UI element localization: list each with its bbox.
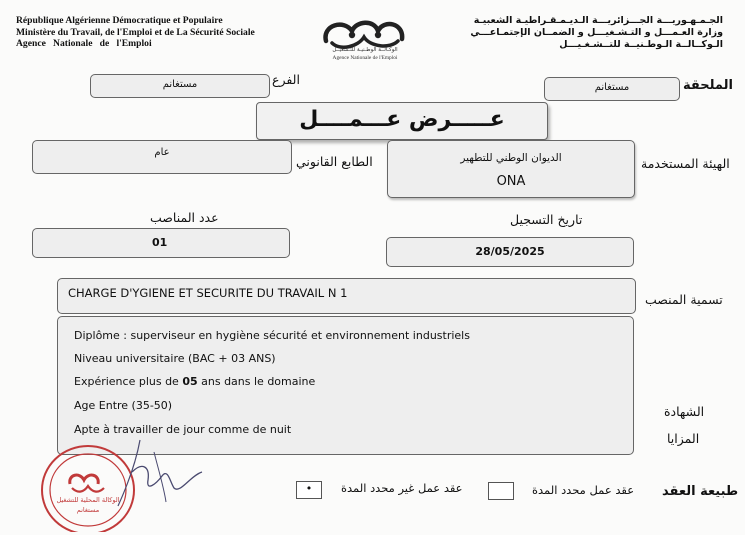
advantages-label: المزايا <box>667 431 700 446</box>
annex-box <box>544 77 680 101</box>
job-title-box <box>57 278 636 314</box>
header-arabic <box>470 15 723 51</box>
employer-box <box>387 140 635 198</box>
contract-fixed-label: عقد عمل محدد المدة <box>532 483 635 497</box>
stamp-text-top: الوكالة المحلية للتشغيل <box>56 496 120 504</box>
header-french <box>16 15 255 50</box>
diploma-label: الشهادة <box>664 404 705 419</box>
contract-label: طبيعة العقد <box>662 484 739 499</box>
job-title-value: CHARGE D'YGIENE ET SECURITE DU TRAVAIL N 1 <box>68 286 348 300</box>
positions-value: 01 <box>152 236 168 249</box>
legal-status-value: عام <box>154 147 170 158</box>
annex-label: الملحقة <box>683 78 733 93</box>
handwritten-signature <box>110 432 220 512</box>
positions-label: عدد المناصب <box>150 210 219 225</box>
annex-value: مستغانم <box>594 82 630 93</box>
contract-indefinite-mark: • <box>305 482 313 495</box>
req-experience <box>74 375 315 388</box>
req-experience-pre: Expérience plus de <box>74 375 183 388</box>
header-fr-line1: République Algérienne Démocratique et Populaire <box>16 15 223 26</box>
date-box <box>386 237 634 267</box>
contract-indefinite-label: عقد عمل غير محدد المدة <box>341 481 463 495</box>
employer-value-fr: ONA <box>496 174 526 189</box>
header-ar-line2: وزارة العـمـــل و التـشـغيـــل و الضمــان الإجتمـاعـــي <box>470 27 723 38</box>
employer-label: الهيئة المستخدمة <box>641 156 730 171</box>
logo-caption-fr: Agence Nationale de l'Emploi <box>332 55 398 61</box>
contract-fixed-checkbox[interactable] <box>488 482 514 500</box>
req-age: Age Entre (35-50) <box>74 399 173 412</box>
legal-status-label: الطابع القانوني <box>296 154 373 169</box>
req-level: Niveau universitaire (BAC + 03 ANS) <box>74 352 276 365</box>
req-diploma: Diplôme : superviseur en hygiène sécurité et environnement industriels <box>74 329 470 342</box>
req-experience-years: 05 <box>182 375 198 388</box>
header-ar-line3: الـوكــالــة الـوطـنيــة للتــشـغـيـــل <box>559 39 723 50</box>
branch-value: مستغانم <box>162 79 198 90</box>
header-fr-line2: Ministère du Travail, de l'Emploi et de La Sécurité Sociale <box>16 26 255 38</box>
date-label: تاريخ التسجيل <box>510 212 583 227</box>
job-title-label: تسمية المنصب <box>645 292 723 307</box>
header-ar-line1: الجـمـهـوريـــة الجـــزائريـــة الـديـمـقـراطيـة الشعبيـة <box>473 15 723 26</box>
branch-box <box>90 74 270 98</box>
form-title: عـــــرض عـــمــــل <box>299 107 505 132</box>
positions-box <box>32 228 290 258</box>
contract-indefinite-checkbox[interactable] <box>296 481 322 499</box>
date-value: 28/05/2025 <box>475 245 545 258</box>
req-availability: Apte à travailler de jour comme de nuit <box>74 423 292 436</box>
branch-label: الفرع <box>272 72 300 87</box>
logo-caption-ar: الوكـالــة الوطـنيـة للتـشغيــل <box>332 47 398 53</box>
header-fr-line3: Agence Nationale de l'Emploi <box>16 38 152 49</box>
title-box <box>256 102 548 140</box>
legal-status-box <box>32 140 292 174</box>
employer-value-ar: الديوان الوطني للتطهير <box>460 152 562 164</box>
req-experience-post: ans dans le domaine <box>197 375 316 388</box>
stamp-text-city: مستغانم <box>76 506 100 514</box>
